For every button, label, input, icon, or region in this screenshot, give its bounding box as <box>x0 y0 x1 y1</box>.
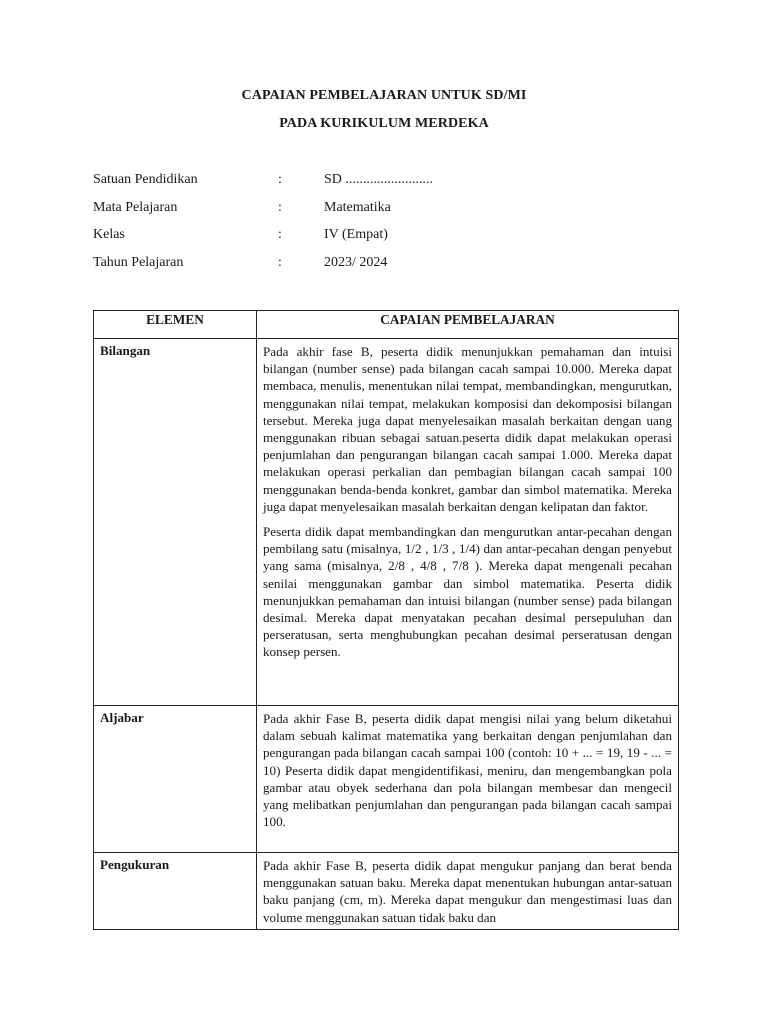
description-clip <box>263 857 672 927</box>
identity-block <box>93 170 693 281</box>
description-paragraph: Pada akhir Fase B, peserta didik dapat mengukur panjang dan berat benda menggunakan satuan baku. Mereka dapat menentukan hubungan antar-satuan baku panjang (cm, m). Mereka dapat mengukur dan mengestimasi luas dan volume menggunakan satuan tidak baku dan <box>263 858 672 925</box>
meta-row-satuan <box>93 170 693 198</box>
element-name: Aljabar <box>94 706 257 853</box>
meta-value: 2023/ 2024 <box>324 255 388 271</box>
meta-value: Matematika <box>324 199 391 215</box>
document-title: CAPAIAN PEMBELAJARAN UNTUK SD/MI <box>241 88 527 103</box>
description-paragraph: Pada akhir fase B, peserta didik menunjukkan pemahaman dan intuisi bilangan (number sense) pada bilangan cacah sampai 10.000. Mereka dapat membaca, menulis, menentukan nilai tempat, membandingkan, mengurutkan, menggunakan nilai tempat, melakukan komposisi dan dekomposisi bilangan tersebut. Mereka juga dapat menyelesaikan masalah berkaitan dengan uang menggunakan ribuan sebagai satuan.peserta didik dapat melakukan operasi penjumlahan dan pengurangan bilangan cacah sampai 1.000. Mereka dapat melakukan operasi perkalian dan pembagian bilangan cacah sampai 100 menggunakan benda-benda konkret, gambar dan simbol matematika. Mereka juga dapat menyelesaikan masalah berkaitan dengan kelipatan dan faktor. <box>263 344 672 514</box>
element-description <box>257 706 679 853</box>
element-name: Pengukuran <box>94 853 257 930</box>
meta-colon: : <box>278 172 282 187</box>
header-capaian: CAPAIAN PEMBELAJARAN <box>257 311 679 339</box>
table-row <box>94 853 679 930</box>
meta-row-kelas <box>93 225 693 253</box>
element-description <box>257 339 679 706</box>
meta-value: SD ......................... <box>324 172 433 187</box>
meta-label: Tahun Pelajaran <box>93 255 184 271</box>
meta-row-mapel <box>93 198 693 226</box>
capaian-table <box>93 310 679 930</box>
meta-label: Mata Pelajaran <box>93 199 178 215</box>
meta-colon: : <box>278 199 282 215</box>
element-description <box>257 853 679 930</box>
meta-value: IV (Empat) <box>324 227 388 243</box>
element-name: Bilangan <box>94 339 257 706</box>
table-row <box>94 339 679 706</box>
table-row <box>94 706 679 853</box>
meta-colon: : <box>278 255 282 271</box>
header-elemen: ELEMEN <box>94 311 257 339</box>
meta-row-tahun <box>93 253 693 281</box>
meta-colon: : <box>278 227 282 243</box>
meta-label: Kelas <box>93 227 125 243</box>
description-paragraph: Pada akhir Fase B, peserta didik dapat mengisi nilai yang belum diketahui dalam sebuah kalimat matematika yang berkaitan dengan penjumlahan dan pengurangan pada bilangan cacah sampai 100 (contoh: 10 + ... = 19, 19 - ... = 10) Peserta didik dapat mengidentifikasi, meniru, dan mengembangkan pola gambar atau obyek sederhana dan pola bilangan membesar dan mengecil yang melibatkan penjumlahan dan pengurangan pada bilangan cacah sampai 100. <box>263 711 672 830</box>
document-subtitle: PADA KURIKULUM MERDEKA <box>279 116 489 131</box>
description-paragraph: Peserta didik dapat membandingkan dan mengurutkan antar-pecahan dengan pembilang satu (misalnya, 1/2 , 1/3 , 1/4) dan antar-pecahan dengan penyebut yang sama (misalnya, 2/8 , 4/8 , 7/8 ). Mereka dapat mengenali pecahan senilai menggunakan gambar dan simbol matematika. Peserta didik menunjukkan pemahaman dan intuisi bilangan (number sense) pada bilangan desimal. Mereka dapat menyatakan pecahan desimal persepuluhan dan perseratusan, serta menghubungkan pecahan desimal perseratusan dengan konsep persen. <box>263 524 672 660</box>
meta-label: Satuan Pendidikan <box>93 172 198 187</box>
table-header-row <box>94 311 679 339</box>
